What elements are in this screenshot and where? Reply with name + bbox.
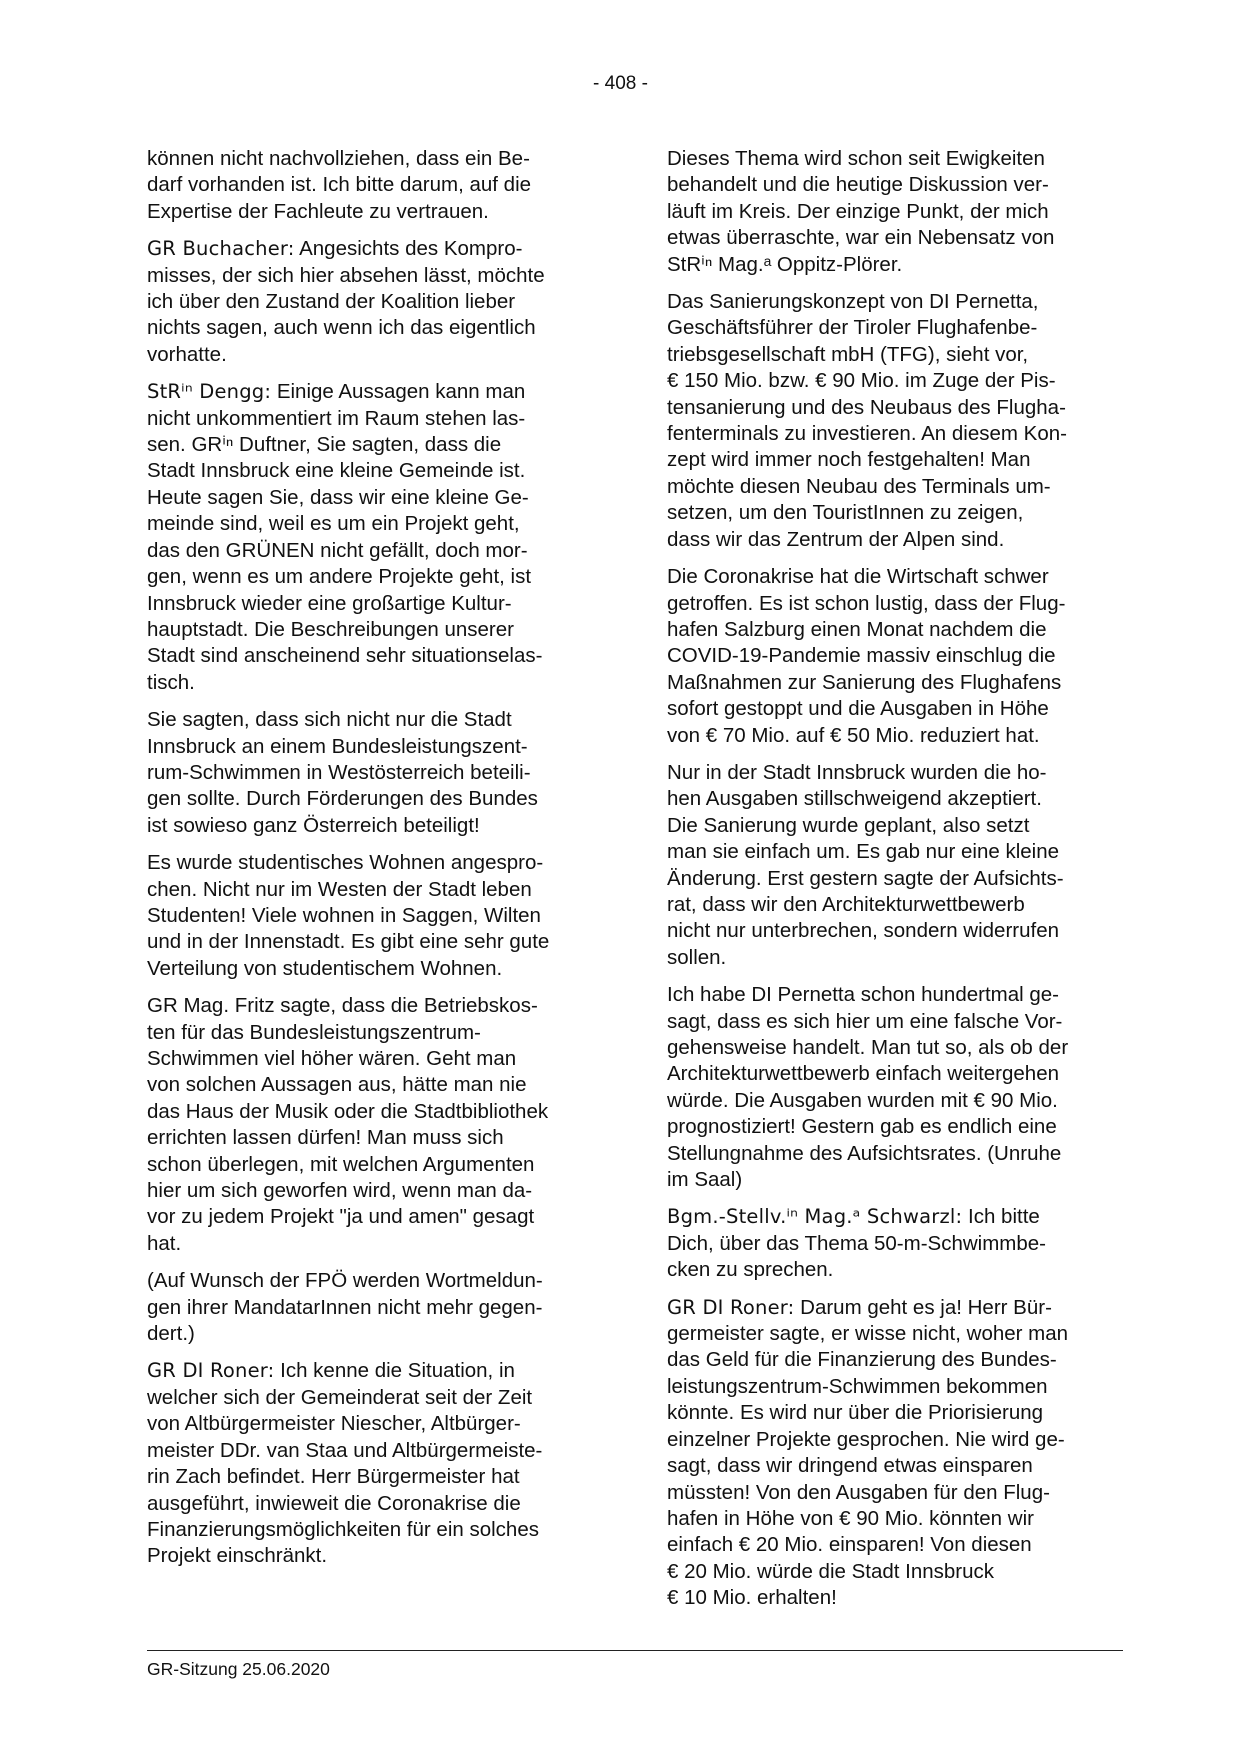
paragraph-text: Nur in der Stadt Innsbruck wurden die ho- hen Ausgaben stillschweigend akzeptiert. Die Sanierung wurde geplant, also setzt man sie einfach um. Es gab nur eine kleine Änderung. Erst gestern sagte der Aufsichts- rat, dass wir den Architekturwettbewerb nicht nur unterbrechen, sondern widerrufen sollen. [667, 760, 1064, 969]
paragraph [147, 707, 603, 839]
paragraph-text: (Auf Wunsch der FPÖ werden Wortmeldun- gen ihrer MandatarInnen nicht mehr gegen- dert.) [147, 1269, 543, 1346]
paragraph-text: Dieses Thema wird schon seit Ewigkeiten behandelt und die heutige Diskussion ver- läuft im Kreis. Der einzige Punkt, der mich etwas überraschte, war ein Nebensatz von StRⁱⁿ Mag.ᵃ Oppitz-Plörer. [667, 147, 1055, 276]
paragraph [147, 146, 603, 225]
speaker-label: StRⁱⁿ Dengg: [147, 380, 272, 404]
right-column [667, 146, 1123, 1623]
paragraph [667, 289, 1123, 553]
paragraph-text: Ich kenne die Situation, in welcher sich der Gemeinderat seit der Zeit von Altbürgermeister Niescher, Altbürger- meister DDr. van Staa und Altbürgermeiste- rin Zach befindet. Herr Bürgermeister hat ausgeführt, inwieweit die Coronakrise die Finanzierungsmöglichkeiten für ein solches Projekt einschränkt. [147, 1359, 543, 1568]
speaker-label: GR DI Roner: [147, 1359, 275, 1383]
paragraph-text: Ich bitte Dich, über das Thema 50-m-Schwimmbe- cken zu sprechen. [667, 1205, 1046, 1282]
paragraph [147, 1268, 603, 1347]
paragraph [667, 982, 1123, 1193]
speaker-label: GR Buchacher: [147, 237, 295, 261]
paragraph-text: Das Sanierungskonzept von DI Pernetta, Geschäftsführer der Tiroler Flughafenbe- triebsgesellschaft mbH (TFG), sieht vor, € 150 Mio. bzw. € 90 Mio. im Zuge der Pis- tensanierung und des Neubaus des Flugha- fenterminals zu investieren. An diesem Kon- zept wird immer noch festgehalten! Man möchte diesen Neubau des Terminals um- setzen, um den TouristInnen zu zeigen, dass wir das Zentrum der Alpen sind. [667, 290, 1067, 551]
paragraph [147, 993, 603, 1257]
speaker-label: Bgm.-Stellv.ⁱⁿ Mag.ᵃ Schwarzl: [667, 1205, 963, 1229]
paragraph-text: Ich habe DI Pernetta schon hundertmal ge- sagt, dass es sich hier um eine falsche Vor- gehensweise handelt. Man tut so, als ob der Architekturwettbewerb einfach weitergehen würde. Die Ausgaben wurden mit € 90 Mio. prognostiziert! Gestern gab es endlich eine Stellungnahme des Aufsichtsrates. (Unruhe im Saal) [667, 983, 1069, 1192]
paragraph [667, 564, 1123, 749]
paragraph [667, 760, 1123, 971]
paragraph-text: Einige Aussagen kann man nicht unkommentiert im Raum stehen las- sen. GRⁱⁿ Duftner, Sie sagten, dass die Stadt Innsbruck eine kleine Gemeinde ist. Heute sagen Sie, dass wir eine kleine Ge- meinde sind, weil es um ein Projekt geht, das den GRÜNEN nicht gefällt, doch mor- gen, wenn es um andere Projekte geht, ist Innsbruck wieder eine großartige Kultur- hauptstadt. Die Beschreibungen unserer Stadt sind anscheinend sehr situationselas- tisch. [147, 380, 543, 694]
paragraph-text: Angesichts des Kompro- misses, der sich hier absehen lässt, möchte ich über den Zustand der Koalition lieber nichts sagen, auch wenn ich das eigentlich vorhatte. [147, 237, 545, 366]
footer-divider [147, 1650, 1123, 1651]
footer-session-date: GR-Sitzung 25.06.2020 [147, 1659, 330, 1679]
paragraph [147, 379, 603, 696]
paragraph-text: Es wurde studentisches Wohnen angespro- chen. Nicht nur im Westen der Stadt leben Studenten! Viele wohnen in Saggen, Wilten und in der Innenstadt. Es gibt eine sehr gute Verteilung von studentischem Wohnen. [147, 851, 550, 980]
paragraph-text: GR Mag. Fritz sagte, dass die Betriebskos- ten für das Bundesleistungszentrum- Schwimmen viel höher wären. Geht man von solchen Aussagen aus, hätte man nie das Haus der Musik oder die Stadtbibliothek errichten lassen dürfen! Man muss sich schon überlegen, mit welchen Argumenten hier um sich geworfen wird, wenn man da- vor zu jedem Projekt "ja und amen" gesagt hat. [147, 994, 549, 1255]
paragraph [667, 1204, 1123, 1283]
left-column [147, 146, 603, 1581]
page-number: - 408 - [593, 73, 648, 94]
paragraph [147, 236, 603, 368]
paragraph [667, 1295, 1123, 1612]
paragraph-text: können nicht nachvollziehen, dass ein Be- darf vorhanden ist. Ich bitte darum, auf die Expertise der Fachleute zu vertrauen. [147, 147, 532, 223]
paragraph-text: Die Coronakrise hat die Wirtschaft schwer getroffen. Es ist schon lustig, dass der Flug- hafen Salzburg einen Monat nachdem die COVID-19-Pandemie massiv einschlug die Maßnahmen zur Sanierung des Flughafens sofort gestoppt und die Ausgaben in Höhe von € 70 Mio. auf € 50 Mio. reduziert hat. [667, 565, 1066, 747]
paragraph [667, 146, 1123, 278]
speaker-label: GR DI Roner: [667, 1295, 795, 1319]
paragraph [147, 850, 603, 982]
paragraph-text: Sie sagten, dass sich nicht nur die Stadt Innsbruck an einem Bundesleistungszent- rum-Schwimmen in Westösterreich beteili- gen sollte. Durch Förderungen des Bundes ist sowieso ganz Österreich beteiligt! [147, 708, 538, 837]
paragraph [147, 1358, 603, 1569]
paragraph-text: Darum geht es ja! Herr Bür- germeister sagte, er wisse nicht, woher man das Geld für die Finanzierung des Bundes- leistungszentrum-Schwimmen bekommen könnte. Es wird nur über die Priorisierung einzelner Projekte gesprochen. Nie wird ge- sagt, dass wir dringend etwas einsparen müssten! Von den Ausgaben für den Flug- hafen in Höhe von € 90 Mio. könnten wir einfach € 20 Mio. einsparen! Von diesen € 20 Mio. würde die Stadt Innsbruck € 10 Mio. erhalten! [667, 1295, 1069, 1610]
